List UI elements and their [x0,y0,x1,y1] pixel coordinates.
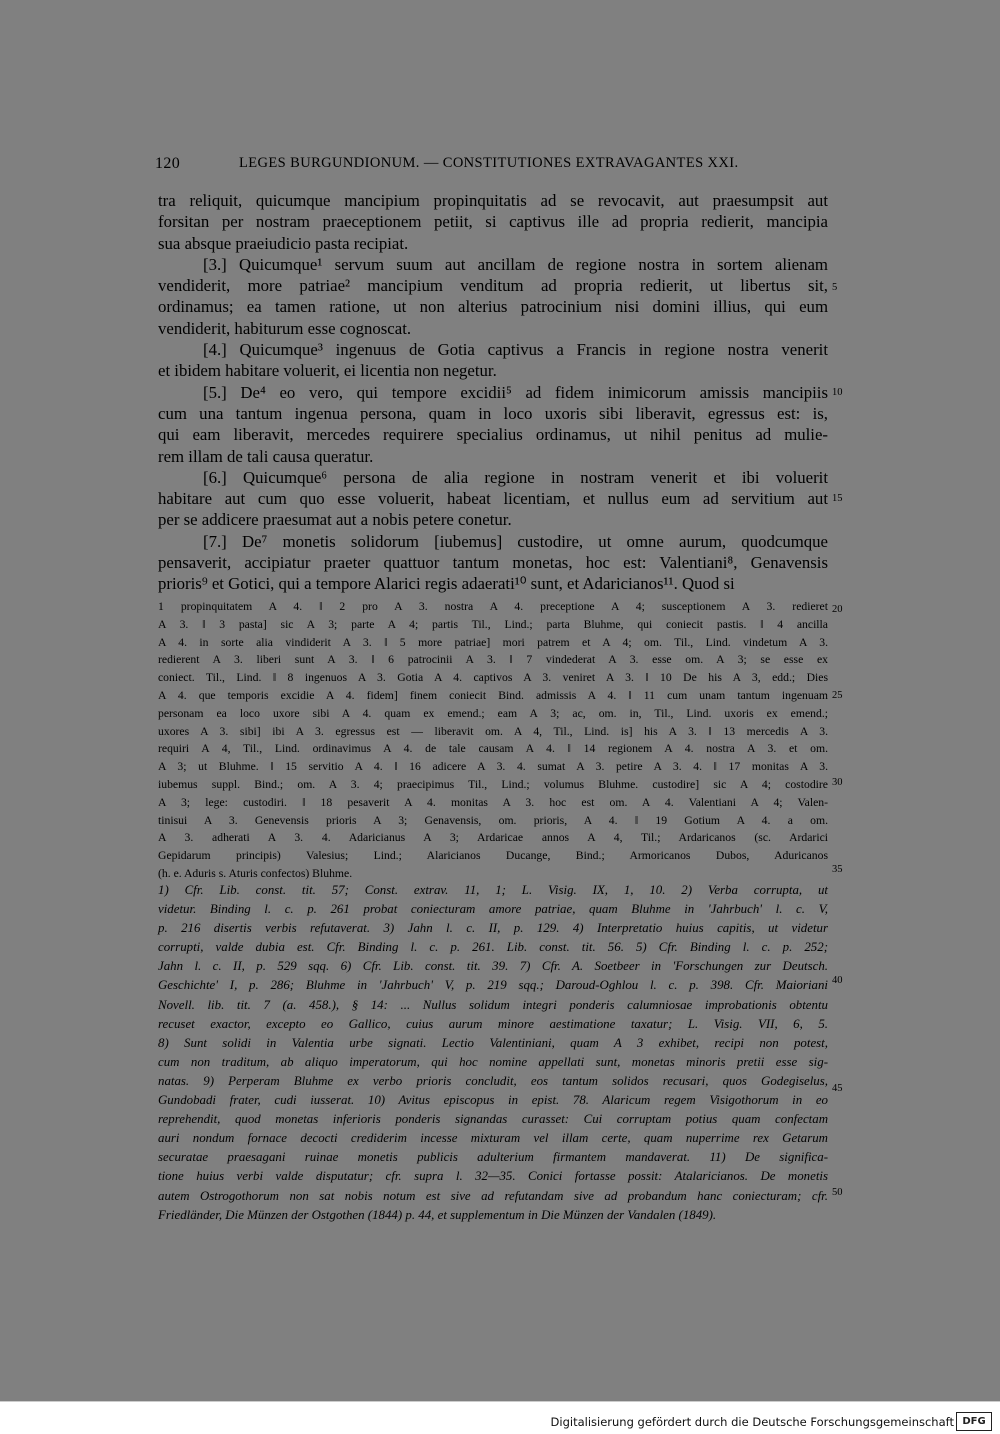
margin-line-number: 5 [832,282,838,293]
footnotes [158,881,828,1225]
critical-apparatus [158,598,828,883]
margin-line-number: 30 [832,777,843,788]
apparatus-line: A 3. ‖ 3 pasta] sic A 3; parte A 4; partis Til., Lind.; parta Bluhme, qui coniecit pastis. ‖ 4 ancilla [158,617,828,631]
line-number-margin [832,0,862,1300]
footnote-line: auri nondum fornace decocti crediderim incesse mixturam vel illam certe, quam nuperrime rex Getarum [158,1131,828,1146]
footnote-line: Friedländer, Die Münzen der Ostgothen (1844) p. 44, et supplementum in Die Münzen der Vandalen (1849). [158,1207,717,1222]
apparatus-line: A 3; lege: custodiri. ‖ 18 pesaverit A 4. monitas A 3. hoc est om. A 4. Valentiani A 4; Valen- [158,795,828,809]
margin-line-number: 50 [832,1187,843,1198]
footer-divider [0,1401,1000,1402]
text-line: rem illam de tali causa queratur. [158,446,374,466]
apparatus-line: personam ea loco uxore sibi A 4. quam ex emend.; eam A 3; ac, om. in, Til., Lind. uxoris ex emend.; [158,706,828,720]
text-line: vendiderit, habiturum esse cognoscat. [158,318,412,338]
apparatus-line: (h. e. Aduris s. Aturis confectos) Bluhme. [158,866,353,880]
text-line: [3.] Quicumque¹ servum suum aut ancillam de regione nostra in sortem alienam [203,254,828,274]
footnote-line: tione huius verbi valde disputatur; cfr. supra l. 32—35. Conici fortasse possit: Atalaricianos. De monetis [158,1169,828,1184]
footnote-line: corrupti, valde dubia est. Cfr. Binding l. c. p. 261. Lib. const. tit. 56. 5) Cfr. Binding l. c. p. 252; [158,940,828,955]
apparatus-line: requiri A 4, Til., Lind. ordinavimus A 4. de tale causam A 4. ‖ 14 regionem A 4. nostra A 3. et om. [158,742,828,756]
text-line: cum una tantum ingenua persona, quam in loco uxoris sibi liberavit, egressus est: is, [158,403,828,423]
footnote-line: reprehendit, quod monetas inferioris ponderis signandas curasset: Cui corruptam potius quam confectam [158,1112,828,1127]
apparatus-line: A 3. adherati A 3. 4. Adaricianus A 3; Ardaricae annos A 4, Til.; Ardaricanos (sc. Ardarici [158,831,828,845]
apparatus-line: A 4. que temporis excidie A 4. fidem] finem coniecit Bind. admissis A 4. ‖ 11 cum unam tantum ingenuam [158,688,828,702]
text-line: ordinamus; ea tamen ratione, ut non alterius patrocinium nisi domini illius, qui eum [158,297,828,317]
footnote-line: Jahn l. c. II, p. 529 sqq. 6) Cfr. Lib. const. tit. 39. 7) Cfr. A. Soetbeer in 'Forschungen zur Deutsch. [158,959,828,974]
margin-line-number: 10 [832,387,843,398]
footnote-line: cum non traditum, ab aliquo imperatorum, qui hoc nomine appellati sunt, monetas minoris pretii esse sig- [158,1054,828,1069]
margin-line-number: 35 [832,864,843,875]
text-line: habitare aut cum quo esse voluerit, habeat licentiam, et nullus eum ad servitium aut [158,489,828,509]
margin-line-number: 40 [832,975,843,986]
footnote-line: natas. 9) Perperam Bluhme ex verbo prioris concludit, eos tantum solidos recusari, quos Godegiselus, [158,1073,828,1088]
text-line: tra reliquit, quicumque mancipium propinquitatis ad se revocavit, aut praesumpsit aut [158,191,828,210]
apparatus-line: redierent A 3. liberi sunt A 3. ‖ 6 patrocinii A 3. ‖ 7 vindederat A 3. esse om. A 3; se esse ex [158,653,828,667]
footnote-line: Gundobadi frater, cudi iusserat. 10) Avitus episcopus in epist. 78. Alaricum regem Visigothorum in eo [158,1093,828,1108]
apparatus-line: iubemus suppl. Bind.; om. A 3. 4; praecipimus Til., Lind.; volumus Bluhme. custodire] sic A 4; costodire [158,777,828,791]
running-header [155,155,835,177]
apparatus-line: A 3; ut Bluhme. ‖ 15 servitio A 4. ‖ 16 adicere A 3. 4. sumat A 3. petire A 3. 4. ‖ 17 monitas A 3. [158,760,828,774]
text-line: forsitan per nostram praeceptionem petiit, si captivus ille ad propria redierit, mancipia [158,212,828,232]
text-line: [6.] Quicumque⁶ persona de alia regione in nostram venerit et ibi voluerit [203,467,828,487]
apparatus-line: tinisui A 3. Genevensis prioris A 3; Genavensis, om. prioris, A 4. ‖ 19 Gotium A 4. a om. [158,813,828,827]
apparatus-line: A 4. in sorte alia vindiderit A 3. ‖ 5 more patriae] mori patrem et A 4; om. Til., Lind. vindetum A 3. [158,635,828,649]
text-line: vendiderit, more patriae² mancipium venditum ad propria redierit, ut libertus sit, [158,276,828,296]
margin-line-number: 45 [832,1083,843,1094]
main-text [158,190,828,595]
text-line: et ibidem habitare voluerit, ei licentia non negetur. [158,361,497,381]
running-head-title: LEGES BURGUNDIONUM. — CONSTITUTIONES EXTRAVAGANTES XXI. [239,155,739,171]
margin-line-number: 20 [832,604,843,615]
text-line: per se addicere praesumat aut a nobis petere conetur. [158,510,512,530]
text-line: prioris⁹ et Gotici, qui a tempore Alarici regis adaerati¹⁰ sunt, et Adaricianos¹¹. Quod si [158,574,735,594]
footnote-line: Geschichte' I, p. 286; Bluhme in 'Jahrbuch' V, p. 219 sqq.; Daroud-Oghlou l. c. p. 398. Cfr. Maioriani [158,978,828,993]
margin-line-number: 25 [832,690,843,701]
margin-line-number: 15 [832,493,843,504]
apparatus-line: coniect. Til., Lind. ‖ 8 ingenuos A 3. Gotia A 4. captivos A 3. veniret A 3. ‖ 10 De his A 3, edd.; Dies [158,671,828,685]
text-line: qui eam liberavit, mercedes requirere specialius ordinamus, ut nihil penitus ad mulie- [158,425,828,445]
footnote-line: 1) Cfr. Lib. const. tit. 57; Const. extrav. 11, 1; L. Visig. IX, 1, 10. 2) Verba corrupta, ut [158,883,828,897]
dfg-logo: DFG [956,1412,992,1431]
text-line: pensaverit, accipiatur praeter quattuor tantum monetas, hoc est: Valentiani⁸, Genavensis [158,553,828,573]
text-line: sua absque praeiudicio pasta recipiat. [158,233,409,253]
footnote-line: videtur. Binding l. c. p. 261 probat coniecturam amore patriae, quam Bluhme in 'Jahrbuch' l. c. V, [158,902,828,917]
footnote-line: Novell. lib. tit. 7 (a. 458.), § 14: ... Nullus solidum integri ponderis calumniosae improbationis obtentu [158,997,828,1012]
text-line: [5.] De⁴ eo vero, qui tempore excidii⁵ ad fidem inimicorum amissis mancipiis [203,382,828,402]
text-line: [7.] De⁷ monetis solidorum [iubemus] custodire, ut omne aurum, quodcumque [203,531,828,551]
footnote-line: recuset exactor, excepto eo Gallico, cuius aurum minore aestimatione taxatur; L. Visig. VII, 6, 5. [158,1016,828,1031]
footnote-line: 8) Sunt solidi in Valentia urbe signati. Lectio Valentiniani, quam A 3 exhibet, recipi non potest, [158,1035,828,1050]
apparatus-line: uxores A 3. sibi] ibi A 3. egressus est — liberavit om. A 4, Til., Lind. is] his A 3. ‖ 13 mercedis A 3. [158,724,828,738]
page-number: 120 [155,155,181,172]
footnote-line: securatae praesagani ruinae monetis publicis adulterium firmantem mandaverat. 11) De significa- [158,1150,828,1165]
apparatus-line: 1 propinquitatem A 4. ‖ 2 pro A 3. nostra A 4. preceptione A 4; susceptionem A 3. redieret [158,600,828,613]
footnote-line: p. 216 disertis verbis refutaverat. 3) Jahn l. c. II, p. 129. 4) Interpretatio huius capitis, ut videtur [158,921,828,936]
text-line: [4.] Quicumque³ ingenuus de Gotia captivus a Francis in regione nostra venerit [203,340,828,360]
apparatus-line: Gepidarum principis) Valesius; Lind.; Alaricianos Ducange, Bind.; Armoricanos Dubos, Aduricanos [158,849,828,863]
funding-credit: Digitalisierung gefördert durch die Deutsche Forschungsgemeinschaft [550,1415,954,1429]
footnote-line: autem Ostrogothorum non sat nobis notum est sive ad refutandam sive ad probandum hanc coniecturam; cfr. [158,1188,828,1203]
